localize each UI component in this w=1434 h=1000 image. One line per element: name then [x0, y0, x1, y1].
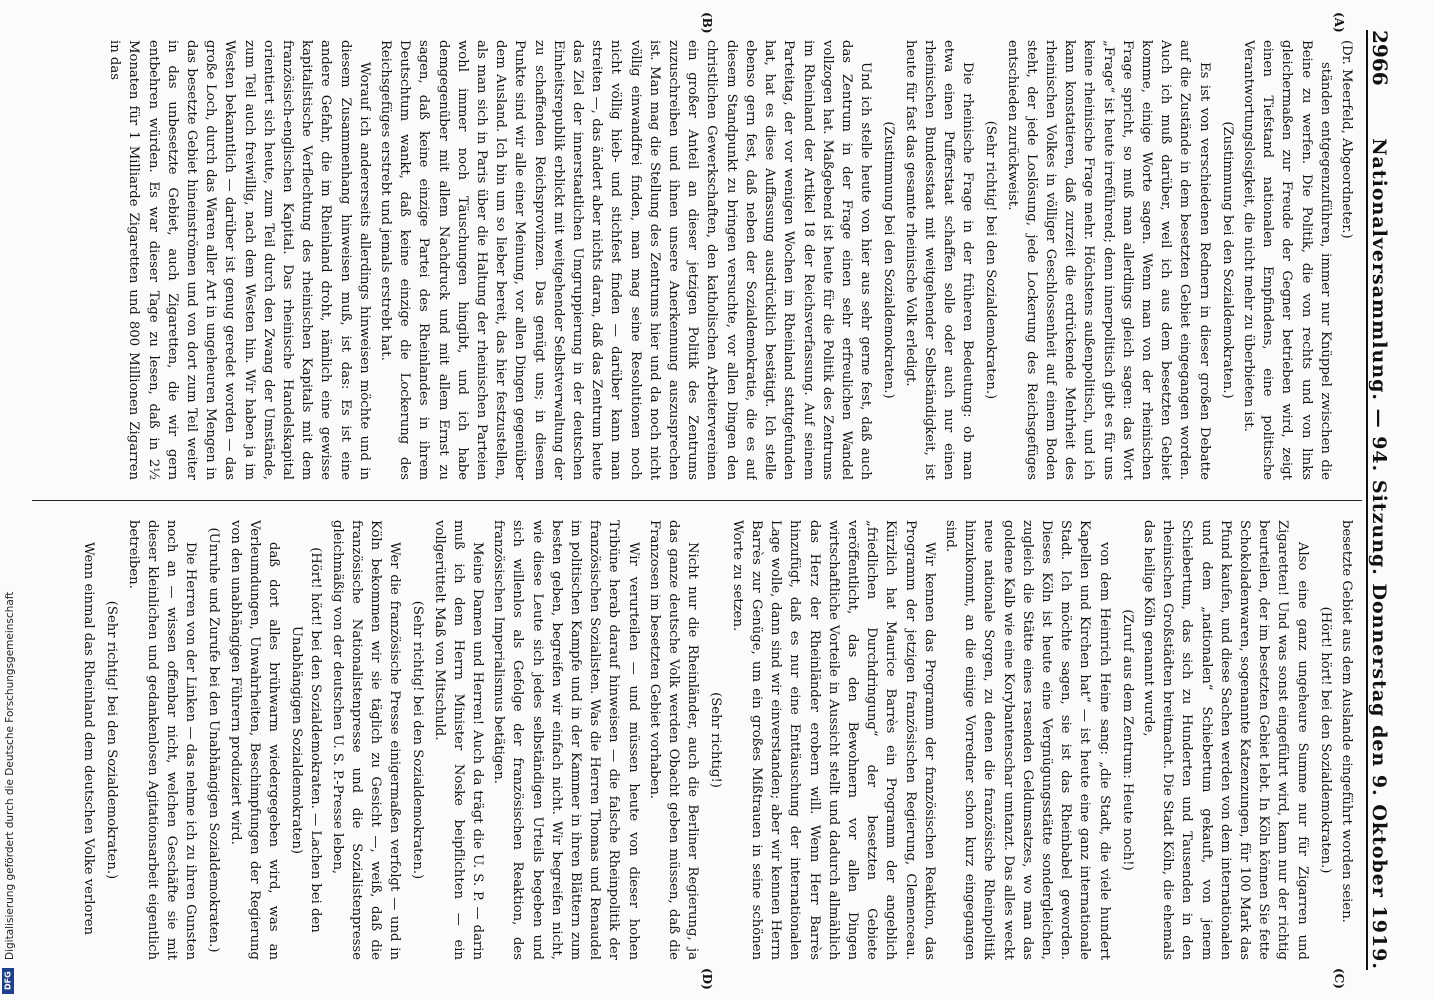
page-number: 2966 — [1368, 30, 1392, 86]
text-paragraph: daß dort alles brühwarm wiedergegeben wird, was an Verleumdungen, Unwahrheiten, Beschimpfungen der Regierung von den unabhängigen Führern produziert wird. — [227, 520, 282, 960]
text-paragraph: Und ich stelle heute von hier aus sehr gerne fest, daß auch das Zentrum in der Frage einen sehr erfreulichen Wandel vollzogen hat. Maßgebend ist heute für die Politik des Zentrums im Rheinland der Artikel 18 der Reichsverfassung. Auf seinem Parteitag, der vor wenigen Wochen im Rheinland stattgefunden hat, hat es diese Auffassung ausdrücklich bestätigt. Ich stelle ebenso gern fest, daß neben der Sozialdemokratie, die es auf diesem Standpunkt zu bringen versuchte, vor allen Dingen den christlichen Gewerkschaften, den katholischen Arbeitervereinen ein großer Anteil an dieser jetzigen Politik des Zentrums zuzuschreiben und ihnen unsere Anerkennung auszusprechen ist. Man mag die Stellung des Zentrums hier und da noch nicht völlig einwandfrei finden, man mag seine Resolutionen noch nicht völlig hieb- und stichfest finden — darüber kann man streiten —, das ändert aber nichts daran, daß das Zentrum heute das Ziel der innerstaatlichen Umgruppierung in der deutschen Einheitsrepublik erblickt mit weitgehender Selbstverwaltung der zu schaffenden Reichsprovinzen. Das genügt uns; in diesem Punkte sind wir alle einer Meinung, vor allen Dingen gegenüber dem Ausland. Ich bin um so lieber bereit, das hier festzustellen, als man sich in Paris über die Haltung der rheinischen Parteien wohl immer noch Täuschungen hingibt, und ich habe demgegenüber mit allem Nachdruck und mit allem Ernst zu sagen, daß keine einzige Partei des Rheinlandes in ihrem Deutschtum wankt, daß keine einzige die Lockerung des Reichsgefüges erstrebt und jemals erstrebt hat. — [378, 40, 874, 480]
stage-direction: (Sehr richtig! bei den Sozialdemokraten.) — [104, 600, 120, 880]
text-paragraph: ständen entgegenzuführen, immer nur Knüppel zwischen die Beine zu werfen. Die Politik, die von rechts und von links gleichermaßen zur Freude der Gegner betrieben wird, zeigt einen Tiefstand nationalen Empfindens, eine politische Verantwortungslosigkeit, die nicht mehr zu überbieten ist. — [1240, 40, 1333, 480]
stage-direction: (Sehr richtig! bei den Sozialdemokraten.) — [410, 600, 426, 880]
text-paragraph: (Dr. Meerfeld, Abgeordneter.) — [1339, 40, 1354, 239]
text-paragraph: Die Herren von der Linken — das nehme ich zu ihren Gunsten noch an — wissen offenbar nicht, welchen Geschäfte sie mit dieser kleinlichen und gedankenlosen Agitationsarbeit eigentlich betreiben. — [125, 520, 199, 960]
column-divider — [32, 500, 1362, 501]
dfg-logo — [2, 968, 14, 994]
stage-direction: (Sehr richtig!) — [708, 692, 724, 788]
text-paragraph: Also eine ganz ungeheure Summe nur für Zigarren und Zigaretten! Und was sonst eingeführt wird, kann nur der richtig beurteilen, der im besetzten Gebiet lebt. In Köln können Sie fette Schokoladenwaren, sogenannte Katzenzungen, für 100 Mark das Pfund kaufen, und diese Sachen werden von dem internationalen und dem „nationalen“ Schiebertum gekauft, von jenem Schiebertum, das sich zu Hunderten und Tausenden in den rheinischen Großstädten breitmacht. Die Stadt Köln, die ehemals das heilige Köln genannt wurde, — [1140, 520, 1310, 960]
stage-direction: (Zustimmung bei den Sozialdemokraten.) — [881, 121, 897, 399]
left-text-column — [36, 40, 1356, 480]
text-paragraph: Wer die französische Presse einigermaßen verfolgt — und in Köln bekommen wir sie täglich zu Gesicht —, weiß, daß die französische Nationalistenpresse und die Sozialistenpresse gleichmäßig von der deutschen U. S. P.-Presse leben, — [329, 520, 403, 960]
margin-marker-d: (D) — [700, 968, 714, 990]
margin-marker-c: (C) — [1332, 968, 1346, 989]
text-paragraph: Wir verurteilen — und müssen heute von dieser hohen Tribüne herab darauf hinweisen — die falsche Rheinpolitik der französischen Sozialisten. Was die Herren Thomas und Renaudel im politischen Kampfe und in der Kammer in ihren Blättern zum besten geben, begreifen wir einfach nicht. Wir begreifen nicht, wie diese Leute sich jedes selbständigen Urteils begeben und sich willenlos als Gefolge der französischen Reaktion, des französischen Imperialismus betätigen. — [491, 520, 641, 960]
text-paragraph: Wenn einmal das Rheinland dem deutschen Volke verloren — [81, 542, 97, 936]
right-text-column — [36, 520, 1356, 960]
text-paragraph: besetzte Gebiet aus dem Auslande eingeführt worden seien. — [1339, 520, 1354, 923]
text-paragraph: von dem Heinrich Heine sang: „die Stadt, die viele hundert Kapellen und Kirchen hat“ — ist heute eine ganz internationale Stadt. Ich möchte sagen, sie ist das Rheinbabel geworden. Dieses Köln ist heute eine Vergnügungsstätte sondergleichen, zugleich die Stätte eines rasenden Geldumsatzes, wo man das goldene Kalb wie eine Korybantenschar umtanzt. Das alles weckt neue nationale Sorgen, zu denen die französische Rheinpolitik hinzukommt, an die einige Vorredner schon kurz eingegangen sind. — [942, 520, 1112, 960]
stage-direction: (Hört! hört! bei den Sozialdemokraten.) — [1317, 606, 1333, 874]
stage-direction: (Hört! hört! bei den Sozialdemokraten. — Lachen bei den Unabhängigen Sozialdemokraten) — [289, 547, 324, 933]
digitization-credit: Digitalisierung gefördert durch die Deutsche Forschungsgemeinschaft — [4, 591, 16, 960]
text-paragraph: Wir kennen das Programm der französischen Reaktion, das Programm der jetzigen französischen Regierung, Clemenceau. Kürzlich hat Maurice Barrès ein Programm der angeblich „friedlichen Durchdringung“ der besetzten Gebiete veröffentlicht, das den Bewohnern vor allen Dingen wirtschaftliche Vorteile in Aussicht stellt und dadurch allmählich das Herz der Rheinländer erobern will. Wenn Herr Barrès hinzufügt, daß es nur eine Enttäuschung der internationalen Lage wolle, dann sind wir einverstanden; aber wir kennen Herrn Barrès zur Genüge, um ein großes Mißtrauen in seine schönen Worte zu setzen. — [729, 520, 937, 960]
text-paragraph: Die rheinische Frage in der früheren Bedeutung: ob man etwa einen Pufferstaat schaffen solle oder auch nur einen rheinischen Bundesstaat mit weitgehender Selbständigkeit, ist heute für fast das gesamte rheinische Volk erledigt. — [902, 40, 976, 480]
page-header — [1366, 30, 1406, 970]
text-paragraph: Nicht nur die Rheinländer, auch die Berliner Regierung, ja das ganze deutsche Volk werden Obacht geben müssen, daß die Franzosen im besetzten Gebiet vorhaben. — [646, 520, 701, 960]
margin-marker-a: (A) — [1332, 12, 1346, 33]
text-paragraph: Worauf ich andererseits allerdings hinweisen möchte und in diesem Zusammenhang hinweisen muß, ist das: Es ist eine andere Gefahr, die im Rheinland droht, nämlich eine gewisse kapitalistische Verflechtung des rheinischen Kapitals mit dem französisch-englischen Kapital. Das rheinische Handelskapital orientiert sich heute, zum Teil durch den Zwang der Umstände, zum Teil auch freiwillig, nach dem Westen hin. Wir haben ja im Westen bekanntlich — darüber ist genug geredet worden — das große Loch, durch das Waren aller Art in ungeheuren Mengen in das besetzte Gebiet hineinströmen und von dort zum Teil weiter in das unbesetzte Gebiet, auch Zigaretten, die wir gern entbehren würden. Es war dieser Tage zu lesen, daß in 2½ Monaten für 1 Milliarde Zigaretten und 800 Millionen Zigarren in das — [107, 40, 372, 480]
margin-marker-b: (B) — [700, 12, 714, 34]
page-title: Nationalversammlung. — 94. Sitzung. Donnerstag den 9. Oktober 1919. — [1368, 138, 1390, 970]
stage-direction: (Zuruf aus dem Zentrum: Heute noch!) — [1119, 609, 1135, 871]
text-paragraph: Meine Damen und Herren! Auch da trägt die U. S. P. — darin muß ich dem Herrn Minister Noske beipflichten — ein vollgerüttelt Maß von Mitschuld. — [431, 520, 486, 960]
stage-direction: (Zustimmung bei den Sozialdemokraten.) — [1219, 121, 1235, 399]
stage-direction: (Unruhe und Zurufe bei den Unabhängigen Sozialdemokraten.) — [206, 527, 222, 953]
stage-direction: (Sehr richtig! bei den Sozialdemokraten.) — [983, 120, 999, 400]
text-paragraph: Es ist von verschiedenen Rednern in dieser großen Debatte auf die Zustände in dem besetzten Gebiet eingegangen worden. Auch ich muß darüber, weil ich aus dem besetzten Gebiet komme, einige Worte sagen. Wenn man von der rheinischen Frage spricht, so muß man allerdings gleich sagen: das Wort „Frage“ ist heute irreführend; denn innerpolitisch gibt es für uns keine rheinische Frage mehr. Höchstens außenpolitisch, und ich kann konstatieren, daß zurzeit die erdrückende Mehrheit des rheinischen Volkes in völliger Geschlossenheit auf einem Boden steht, der jede Loslösung, jede Lockerung des Reichsgefüges entschieden zurückweist. — [1004, 40, 1212, 480]
dfg-logo-text: DFG — [3, 971, 13, 991]
